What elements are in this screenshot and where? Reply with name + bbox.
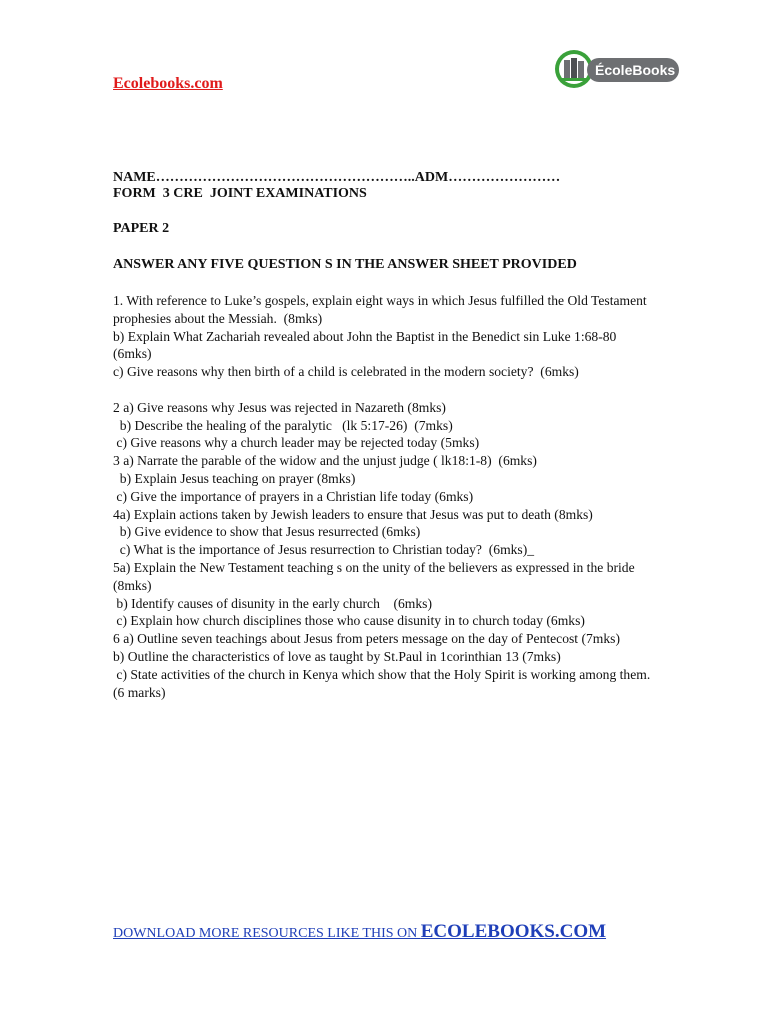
question-4b: b) Give evidence to show that Jesus resurrected (6mks) bbox=[113, 524, 421, 540]
question-spacer bbox=[113, 381, 653, 399]
footer-site: ECOLEBOOKS.COM bbox=[420, 921, 607, 942]
site-link[interactable]: Ecolebooks.com bbox=[113, 75, 223, 92]
questions-list bbox=[113, 292, 653, 701]
exam-instruction: ANSWER ANY FIVE QUESTION S IN THE ANSWER SHEET PROVIDED bbox=[113, 257, 577, 272]
question-2c: c) Give reasons why a church leader may be rejected today (5mks) bbox=[113, 435, 480, 451]
question-4a: 4a) Explain actions taken by Jewish leaders to ensure that Jesus was put to death (8mks) bbox=[113, 506, 593, 522]
question-3b: b) Explain Jesus teaching on prayer (8mks) bbox=[113, 470, 356, 486]
name-adm-line: NAME………………………………………………..ADM…………………… bbox=[113, 170, 561, 185]
exam-title: FORM 3 CRE JOINT EXAMINATIONS bbox=[113, 186, 367, 201]
question-1b: b) Explain What Zachariah revealed about John the Baptist in the Benedict sin Luke 1:68-80 (6mks) bbox=[113, 328, 620, 362]
ecolebooks-logo bbox=[553, 46, 683, 92]
question-6c: c) State activities of the church in Kenya which show that the Holy Spirit is working among them. (6 marks) bbox=[113, 666, 654, 700]
question-4c: c) What is the importance of Jesus resurrection to Christian today? (6mks)_ bbox=[113, 542, 535, 558]
paper-number: PAPER 2 bbox=[113, 221, 170, 236]
question-2a: 2 a) Give reasons why Jesus was rejected in Nazareth (8mks) bbox=[113, 399, 446, 415]
download-resources-link[interactable] bbox=[113, 921, 606, 943]
question-2b: b) Describe the healing of the paralytic (lk 5:17-26) (7mks) bbox=[113, 417, 453, 433]
question-1c: c) Give reasons why then birth of a child is celebrated in the modern society? (6mks) bbox=[113, 364, 579, 380]
question-3c: c) Give the importance of prayers in a Christian life today (6mks) bbox=[113, 488, 474, 504]
question-6a: 6 a) Outline seven teachings about Jesus from peters message on the day of Pentecost (7mks) bbox=[113, 631, 620, 647]
logo-text: ÉcoleBooks bbox=[595, 62, 676, 78]
question-5a: 5a) Explain the New Testament teaching s on the unity of the believers as expressed in the bride (8mks) bbox=[113, 559, 645, 593]
question-1a: 1. With reference to Luke’s gospels, explain eight ways in which Jesus fulfilled the Old Testament prophesies about the Messiah. (8mks) bbox=[113, 293, 651, 326]
question-5c: c) Explain how church disciplines those who cause disunity in to church today (6mks) bbox=[113, 613, 585, 629]
question-5b: b) Identify causes of disunity in the early church (6mks) bbox=[113, 595, 432, 611]
question-6b: b) Outline the characteristics of love as taught by St.Paul in 1corinthian 13 (7mks) bbox=[113, 648, 561, 664]
logo-graphic bbox=[553, 46, 683, 92]
question-3a: 3 a) Narrate the parable of the widow and the unjust judge ( lk18:1-8) (6mks) bbox=[113, 453, 537, 469]
footer-prefix: DOWNLOAD MORE RESOURCES LIKE THIS ON bbox=[113, 926, 421, 941]
